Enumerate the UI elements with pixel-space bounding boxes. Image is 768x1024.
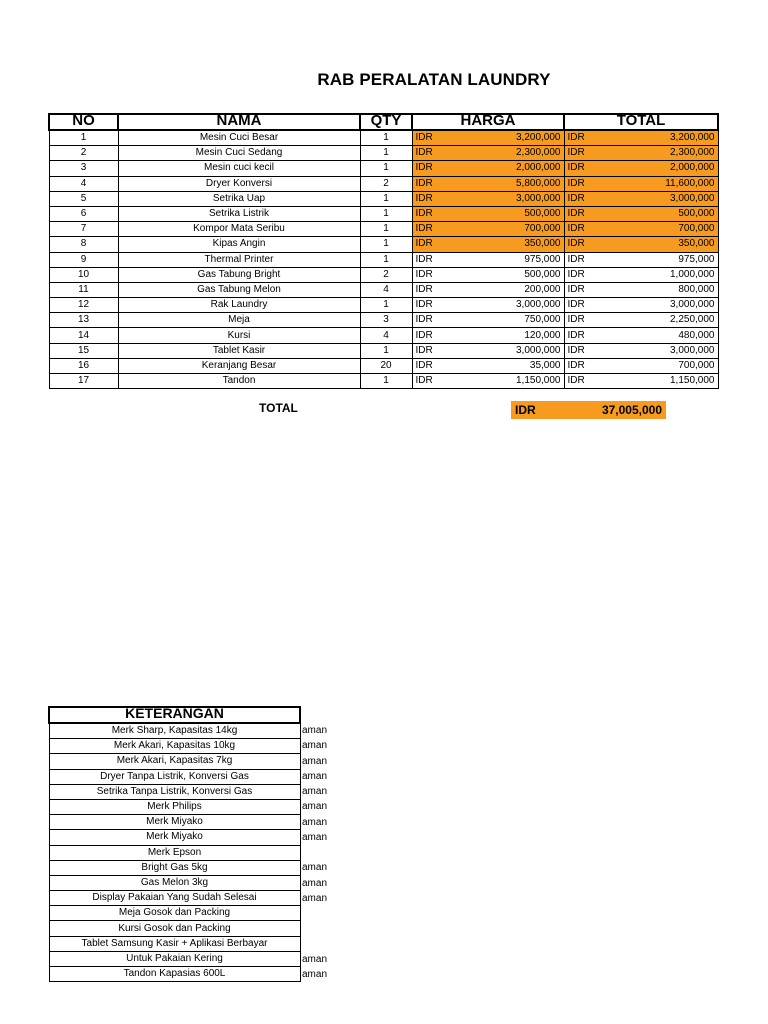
cell-no: 15 <box>49 343 118 358</box>
table-row <box>49 282 718 297</box>
keterangan-cell: Merk Epson <box>49 845 300 860</box>
table-body <box>49 130 718 389</box>
harga-currency: IDR <box>415 223 433 235</box>
table-row <box>49 161 718 176</box>
harga-value: 35,000 <box>529 359 561 371</box>
total-value: 3,200,000 <box>670 132 715 144</box>
cell-harga <box>412 313 564 328</box>
harga-value: 3,000,000 <box>516 192 561 204</box>
table-header-row <box>49 114 718 130</box>
harga-currency: IDR <box>415 208 433 220</box>
keterangan-row <box>49 769 300 784</box>
harga-currency: IDR <box>415 147 433 159</box>
harga-currency: IDR <box>415 238 433 250</box>
cell-no: 14 <box>49 328 118 343</box>
grand-total-currency: IDR <box>515 403 536 417</box>
keterangan-row <box>49 891 300 906</box>
keterangan-header: KETERANGAN <box>49 707 300 723</box>
keterangan-row <box>49 845 300 860</box>
aman-note: aman <box>302 740 328 752</box>
keterangan-cell: Merk Miyako <box>49 830 300 845</box>
keterangan-cell: Meja Gosok dan Packing <box>49 906 300 921</box>
total-wrap <box>568 268 715 282</box>
keterangan-cell: Setrika Tanpa Listrik, Konversi Gas <box>49 784 300 799</box>
total-wrap <box>568 283 715 297</box>
total-currency: IDR <box>567 132 585 144</box>
total-wrap <box>568 329 715 343</box>
total-wrap <box>568 237 715 251</box>
cell-harga <box>412 374 564 389</box>
cell-no: 7 <box>49 222 118 237</box>
harga-value: 500,000 <box>524 208 561 220</box>
harga-value: 3,000,000 <box>516 299 561 311</box>
harga-currency: IDR <box>415 359 433 371</box>
cell-total <box>564 161 718 176</box>
header-qty: QTY <box>360 114 412 130</box>
cell-nama: Setrika Uap <box>118 191 360 206</box>
cell-no: 2 <box>49 146 118 161</box>
aman-note: aman <box>302 862 328 874</box>
cell-harga <box>412 222 564 237</box>
cell-nama: Kipas Angin <box>118 237 360 252</box>
harga-value: 500,000 <box>524 268 561 280</box>
total-value: 2,000,000 <box>670 162 715 174</box>
cell-total <box>564 237 718 252</box>
table-row <box>49 191 718 206</box>
keterangan-table <box>48 706 301 982</box>
total-currency: IDR <box>567 192 585 204</box>
cell-harga <box>412 161 564 176</box>
table-row <box>49 146 718 161</box>
aman-note: aman <box>302 801 328 813</box>
keterangan-cell: Untuk Pakaian Kering <box>49 951 300 966</box>
keterangan-cell: Tandon Kapasias 600L <box>49 967 300 982</box>
cell-no: 3 <box>49 161 118 176</box>
total-wrap <box>568 146 715 160</box>
cell-no: 12 <box>49 298 118 313</box>
total-value: 700,000 <box>678 223 715 235</box>
harga-value: 120,000 <box>524 329 561 341</box>
cell-harga <box>412 298 564 313</box>
harga-currency: IDR <box>415 192 433 204</box>
cell-qty: 1 <box>360 252 412 267</box>
aman-note: aman <box>302 755 328 767</box>
cell-total <box>564 252 718 267</box>
harga-value: 975,000 <box>524 253 561 265</box>
keterangan-row <box>49 921 300 936</box>
cell-qty: 2 <box>360 176 412 191</box>
harga-wrap <box>416 207 561 221</box>
harga-currency: IDR <box>415 329 433 341</box>
cell-total <box>564 130 718 146</box>
cell-total <box>564 282 718 297</box>
table-row <box>49 237 718 252</box>
table-row <box>49 206 718 221</box>
aman-note: aman <box>302 816 328 828</box>
total-wrap <box>568 359 715 373</box>
table-row <box>49 222 718 237</box>
harga-currency: IDR <box>415 268 433 280</box>
keterangan-row <box>49 830 300 845</box>
cell-harga <box>412 282 564 297</box>
cell-qty: 1 <box>360 146 412 161</box>
cell-qty: 3 <box>360 313 412 328</box>
cell-total <box>564 191 718 206</box>
harga-wrap <box>416 237 561 251</box>
total-wrap <box>568 192 715 206</box>
table-row <box>49 358 718 373</box>
harga-wrap <box>416 146 561 160</box>
header-nama: NAMA <box>118 114 360 130</box>
keterangan-row <box>49 951 300 966</box>
cell-nama: Setrika Listrik <box>118 206 360 221</box>
cell-no: 1 <box>49 130 118 146</box>
total-currency: IDR <box>567 253 585 265</box>
cell-harga <box>412 206 564 221</box>
total-wrap <box>568 177 715 191</box>
total-currency: IDR <box>567 208 585 220</box>
harga-currency: IDR <box>415 253 433 265</box>
table-row <box>49 313 718 328</box>
keterangan-cell: Gas Melon 3kg <box>49 875 300 890</box>
keterangan-row <box>49 967 300 982</box>
cell-total <box>564 222 718 237</box>
total-wrap <box>568 298 715 312</box>
total-value: 11,600,000 <box>665 177 715 189</box>
total-wrap <box>568 253 715 267</box>
total-value: 350,000 <box>678 238 715 250</box>
cell-harga <box>412 267 564 282</box>
keterangan-cell: Merk Sharp, Kapasitas 14kg <box>49 723 300 739</box>
harga-wrap <box>416 177 561 191</box>
cell-nama: Mesin cuci kecil <box>118 161 360 176</box>
total-currency: IDR <box>567 299 585 311</box>
harga-wrap <box>416 131 561 145</box>
cell-nama: Gas Tabung Bright <box>118 267 360 282</box>
harga-currency: IDR <box>415 177 433 189</box>
cell-harga <box>412 176 564 191</box>
total-currency: IDR <box>567 283 585 295</box>
total-currency: IDR <box>567 238 585 250</box>
harga-wrap <box>416 329 561 343</box>
cell-no: 16 <box>49 358 118 373</box>
total-value: 3,000,000 <box>670 299 715 311</box>
cell-nama: Kompor Mata Seribu <box>118 222 360 237</box>
cell-qty: 1 <box>360 343 412 358</box>
cell-nama: Rak Laundry <box>118 298 360 313</box>
header-harga: HARGA <box>412 114 564 130</box>
total-currency: IDR <box>567 177 585 189</box>
total-currency: IDR <box>567 223 585 235</box>
harga-value: 350,000 <box>524 238 561 250</box>
total-value: 2,250,000 <box>670 314 715 326</box>
harga-currency: IDR <box>415 299 433 311</box>
keterangan-cell: Dryer Tanpa Listrik, Konversi Gas <box>49 769 300 784</box>
cell-total <box>564 146 718 161</box>
cell-nama: Tandon <box>118 374 360 389</box>
harga-wrap <box>416 192 561 206</box>
harga-wrap <box>416 253 561 267</box>
aman-note: aman <box>302 786 328 797</box>
total-wrap <box>568 131 715 145</box>
total-value: 700,000 <box>678 359 715 371</box>
keterangan-row <box>49 860 300 875</box>
cell-qty: 1 <box>360 161 412 176</box>
keterangan-row <box>49 815 300 830</box>
cell-total <box>564 176 718 191</box>
aman-note: aman <box>302 892 328 904</box>
total-wrap <box>568 207 715 221</box>
cell-nama: Dryer Konversi <box>118 176 360 191</box>
cell-nama: Mesin Cuci Besar <box>118 130 360 146</box>
cell-total <box>564 298 718 313</box>
aman-note: aman <box>302 969 328 980</box>
cell-qty: 1 <box>360 222 412 237</box>
harga-value: 2,300,000 <box>516 147 561 159</box>
harga-wrap <box>416 298 561 312</box>
table-row <box>49 267 718 282</box>
table-row <box>49 252 718 267</box>
aman-note: aman <box>302 725 328 736</box>
cell-no: 17 <box>49 374 118 389</box>
cell-no: 10 <box>49 267 118 282</box>
cell-no: 5 <box>49 191 118 206</box>
cell-nama: Gas Tabung Melon <box>118 282 360 297</box>
table-row <box>49 374 718 389</box>
total-wrap <box>568 344 715 358</box>
cell-nama: Thermal Printer <box>118 252 360 267</box>
total-wrap <box>568 313 715 327</box>
keterangan-cell: Kursi Gosok dan Packing <box>49 921 300 936</box>
cell-no: 8 <box>49 237 118 252</box>
table-row <box>49 176 718 191</box>
aman-note: aman <box>302 831 328 843</box>
cell-harga <box>412 146 564 161</box>
keterangan-row <box>49 723 300 739</box>
total-value: 1,000,000 <box>670 268 715 280</box>
keterangan-row <box>49 906 300 921</box>
harga-wrap <box>416 313 561 327</box>
keterangan-row <box>49 739 300 754</box>
harga-currency: IDR <box>415 314 433 326</box>
total-currency: IDR <box>567 162 585 174</box>
total-value: 3,000,000 <box>670 344 715 356</box>
budget-table <box>48 113 719 389</box>
cell-nama: Tablet Kasir <box>118 343 360 358</box>
total-wrap <box>568 222 715 236</box>
grand-total-value: 37,005,000 <box>601 403 662 417</box>
cell-nama: Keranjang Besar <box>118 358 360 373</box>
total-currency: IDR <box>567 147 585 159</box>
cell-no: 13 <box>49 313 118 328</box>
harga-value: 700,000 <box>524 223 561 235</box>
cell-no: 9 <box>49 252 118 267</box>
harga-wrap <box>416 359 561 373</box>
harga-wrap <box>416 374 561 388</box>
harga-currency: IDR <box>415 375 433 387</box>
harga-value: 1,150,000 <box>516 375 561 387</box>
total-currency: IDR <box>567 268 585 280</box>
harga-value: 750,000 <box>524 314 561 326</box>
total-value: 480,000 <box>678 329 715 341</box>
keterangan-row <box>49 875 300 890</box>
harga-currency: IDR <box>415 132 433 144</box>
keterangan-cell: Merk Akari, Kapasitas 10kg <box>49 739 300 754</box>
cell-harga <box>412 191 564 206</box>
cell-total <box>564 358 718 373</box>
cell-harga <box>412 237 564 252</box>
total-value: 975,000 <box>678 253 715 265</box>
harga-value: 5,800,000 <box>516 177 561 189</box>
keterangan-header-row <box>49 707 300 723</box>
total-value: 3,000,000 <box>670 192 715 204</box>
table-row <box>49 328 718 343</box>
grand-total-label: TOTAL <box>259 401 298 415</box>
cell-nama: Kursi <box>118 328 360 343</box>
cell-qty: 20 <box>360 358 412 373</box>
cell-qty: 1 <box>360 191 412 206</box>
cell-qty: 1 <box>360 298 412 313</box>
aman-note: aman <box>302 770 328 782</box>
cell-total <box>564 328 718 343</box>
keterangan-row <box>49 936 300 951</box>
harga-wrap <box>416 283 561 297</box>
harga-currency: IDR <box>415 344 433 356</box>
total-currency: IDR <box>567 375 585 387</box>
harga-value: 3,000,000 <box>516 344 561 356</box>
harga-wrap <box>416 161 561 175</box>
cell-harga <box>412 130 564 146</box>
keterangan-cell: Bright Gas 5kg <box>49 860 300 875</box>
keterangan-cell: Tablet Samsung Kasir + Aplikasi Berbayar <box>49 936 300 951</box>
page-title: RAB PERALATAN LAUNDRY <box>317 70 551 89</box>
cell-total <box>564 267 718 282</box>
total-value: 500,000 <box>678 208 715 220</box>
harga-wrap <box>416 268 561 282</box>
cell-total <box>564 206 718 221</box>
cell-harga <box>412 343 564 358</box>
cell-no: 4 <box>49 176 118 191</box>
total-wrap <box>568 374 715 388</box>
cell-qty: 2 <box>360 267 412 282</box>
total-currency: IDR <box>567 314 585 326</box>
cell-qty: 4 <box>360 282 412 297</box>
aman-note: aman <box>302 953 328 965</box>
keterangan-cell: Display Pakaian Yang Sudah Selesai <box>49 891 300 906</box>
cell-no: 6 <box>49 206 118 221</box>
cell-nama: Meja <box>118 313 360 328</box>
keterangan-cell: Merk Philips <box>49 799 300 814</box>
cell-qty: 1 <box>360 130 412 146</box>
header-no: NO <box>49 114 118 130</box>
total-currency: IDR <box>567 359 585 371</box>
cell-total <box>564 313 718 328</box>
harga-value: 200,000 <box>524 283 561 295</box>
table-row <box>49 343 718 358</box>
harga-currency: IDR <box>415 162 433 174</box>
aman-note: aman <box>302 877 328 889</box>
keterangan-body <box>49 723 300 982</box>
header-total: TOTAL <box>564 114 718 130</box>
grand-total-box <box>511 401 666 419</box>
cell-qty: 1 <box>360 206 412 221</box>
cell-nama: Mesin Cuci Sedang <box>118 146 360 161</box>
cell-total <box>564 374 718 389</box>
harga-value: 2,000,000 <box>516 162 561 174</box>
keterangan-cell: Merk Akari, Kapasitas 7kg <box>49 754 300 769</box>
harga-wrap <box>416 344 561 358</box>
harga-value: 3,200,000 <box>516 132 561 144</box>
total-currency: IDR <box>567 329 585 341</box>
cell-harga <box>412 252 564 267</box>
total-currency: IDR <box>567 344 585 356</box>
cell-qty: 4 <box>360 328 412 343</box>
total-value: 800,000 <box>678 283 715 295</box>
total-value: 1,150,000 <box>670 375 715 387</box>
harga-wrap <box>416 222 561 236</box>
cell-harga <box>412 328 564 343</box>
table-row <box>49 130 718 146</box>
total-wrap <box>568 161 715 175</box>
keterangan-cell: Merk Miyako <box>49 815 300 830</box>
cell-harga <box>412 358 564 373</box>
cell-qty: 1 <box>360 374 412 389</box>
cell-no: 11 <box>49 282 118 297</box>
keterangan-row <box>49 799 300 814</box>
cell-total <box>564 343 718 358</box>
cell-qty: 1 <box>360 237 412 252</box>
harga-currency: IDR <box>415 283 433 295</box>
total-value: 2,300,000 <box>670 147 715 159</box>
keterangan-row <box>49 754 300 769</box>
keterangan-row <box>49 784 300 799</box>
table-row <box>49 298 718 313</box>
